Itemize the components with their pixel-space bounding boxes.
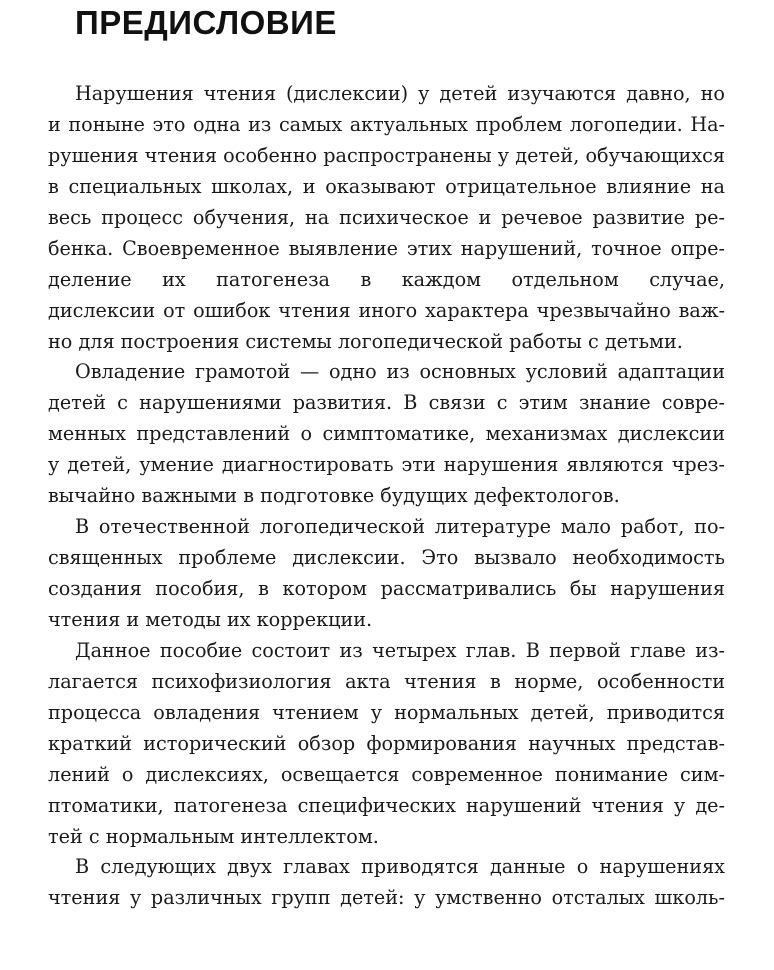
text-line: деление их патогенеза в каждом отдельном случае, <box>48 267 725 291</box>
text-line: детей с нарушениями развития. В связи с этим знание совре- <box>48 391 725 415</box>
paragraph <box>48 79 725 357</box>
text-line: у детей, умение диагностировать эти нарушения являются чрез- <box>48 453 725 477</box>
text-line: В следующих двух главах приводятся данные о нарушениях <box>75 855 725 879</box>
text-line: тей с нормальным интеллектом. <box>48 824 379 848</box>
paragraph <box>48 852 725 914</box>
text-line: Данное пособие состоит из четырех глав. В первой главе из- <box>75 638 725 662</box>
text-line: лений о дислексиях, освещается современное понимание сим- <box>48 762 725 786</box>
text-line: краткий исторический обзор формирования научных представ- <box>48 731 725 755</box>
paragraph <box>48 357 725 512</box>
text-line: создания пособия, в котором рассматривались бы нарушения <box>48 577 725 600</box>
text-line: чтения и методы их коррекции. <box>48 607 373 631</box>
text-line: в специальных школах, и оказывают отрицательное влияние на <box>48 174 725 198</box>
text-line: но для построения системы логопедической работы с детьми. <box>48 329 683 353</box>
paragraph <box>48 512 725 636</box>
text-line: Овладение грамотой — одно из основных условий адаптации <box>75 360 725 384</box>
text-line: чтения у различных групп детей: у умственно отсталых школь- <box>48 886 725 910</box>
text-line: рушения чтения особенно распространены у детей, обучающихся <box>48 143 725 167</box>
text-line: бенка. Своевременное выявление этих нарушений, точное опре- <box>48 236 725 260</box>
text-line: Нарушения чтения (дислексии) у детей изучаются давно, но <box>75 82 725 105</box>
text-line: и поныне это одна из самых актуальных проблем логопедии. На- <box>48 112 725 136</box>
text-line: священных проблеме дислексии. Это вызвало необходимость <box>48 546 725 570</box>
text-line: вычайно важными в подготовке будущих дефектологов. <box>48 484 620 508</box>
body-text <box>48 79 725 914</box>
text-line: лагается психофизиология акта чтения в норме, особенности <box>48 669 725 693</box>
text-line: дислексии от ошибок чтения иного характера чрезвычайно важ- <box>48 298 725 322</box>
text-line: птоматики, патогенеза специфических нарушений чтения у де- <box>48 793 725 817</box>
text-line: весь процесс обучения, на психическое и речевое развитие ре- <box>48 205 725 229</box>
text-line: В отечественной логопедической литературе мало работ, по- <box>75 515 725 539</box>
text-line: менных представлений о симптоматике, механизмах дислексии <box>48 422 725 446</box>
page-title: ПРЕДИСЛОВИЕ <box>75 4 337 41</box>
text-line: процесса овладения чтением у нормальных детей, приводится <box>48 700 725 724</box>
paragraph <box>48 636 725 853</box>
